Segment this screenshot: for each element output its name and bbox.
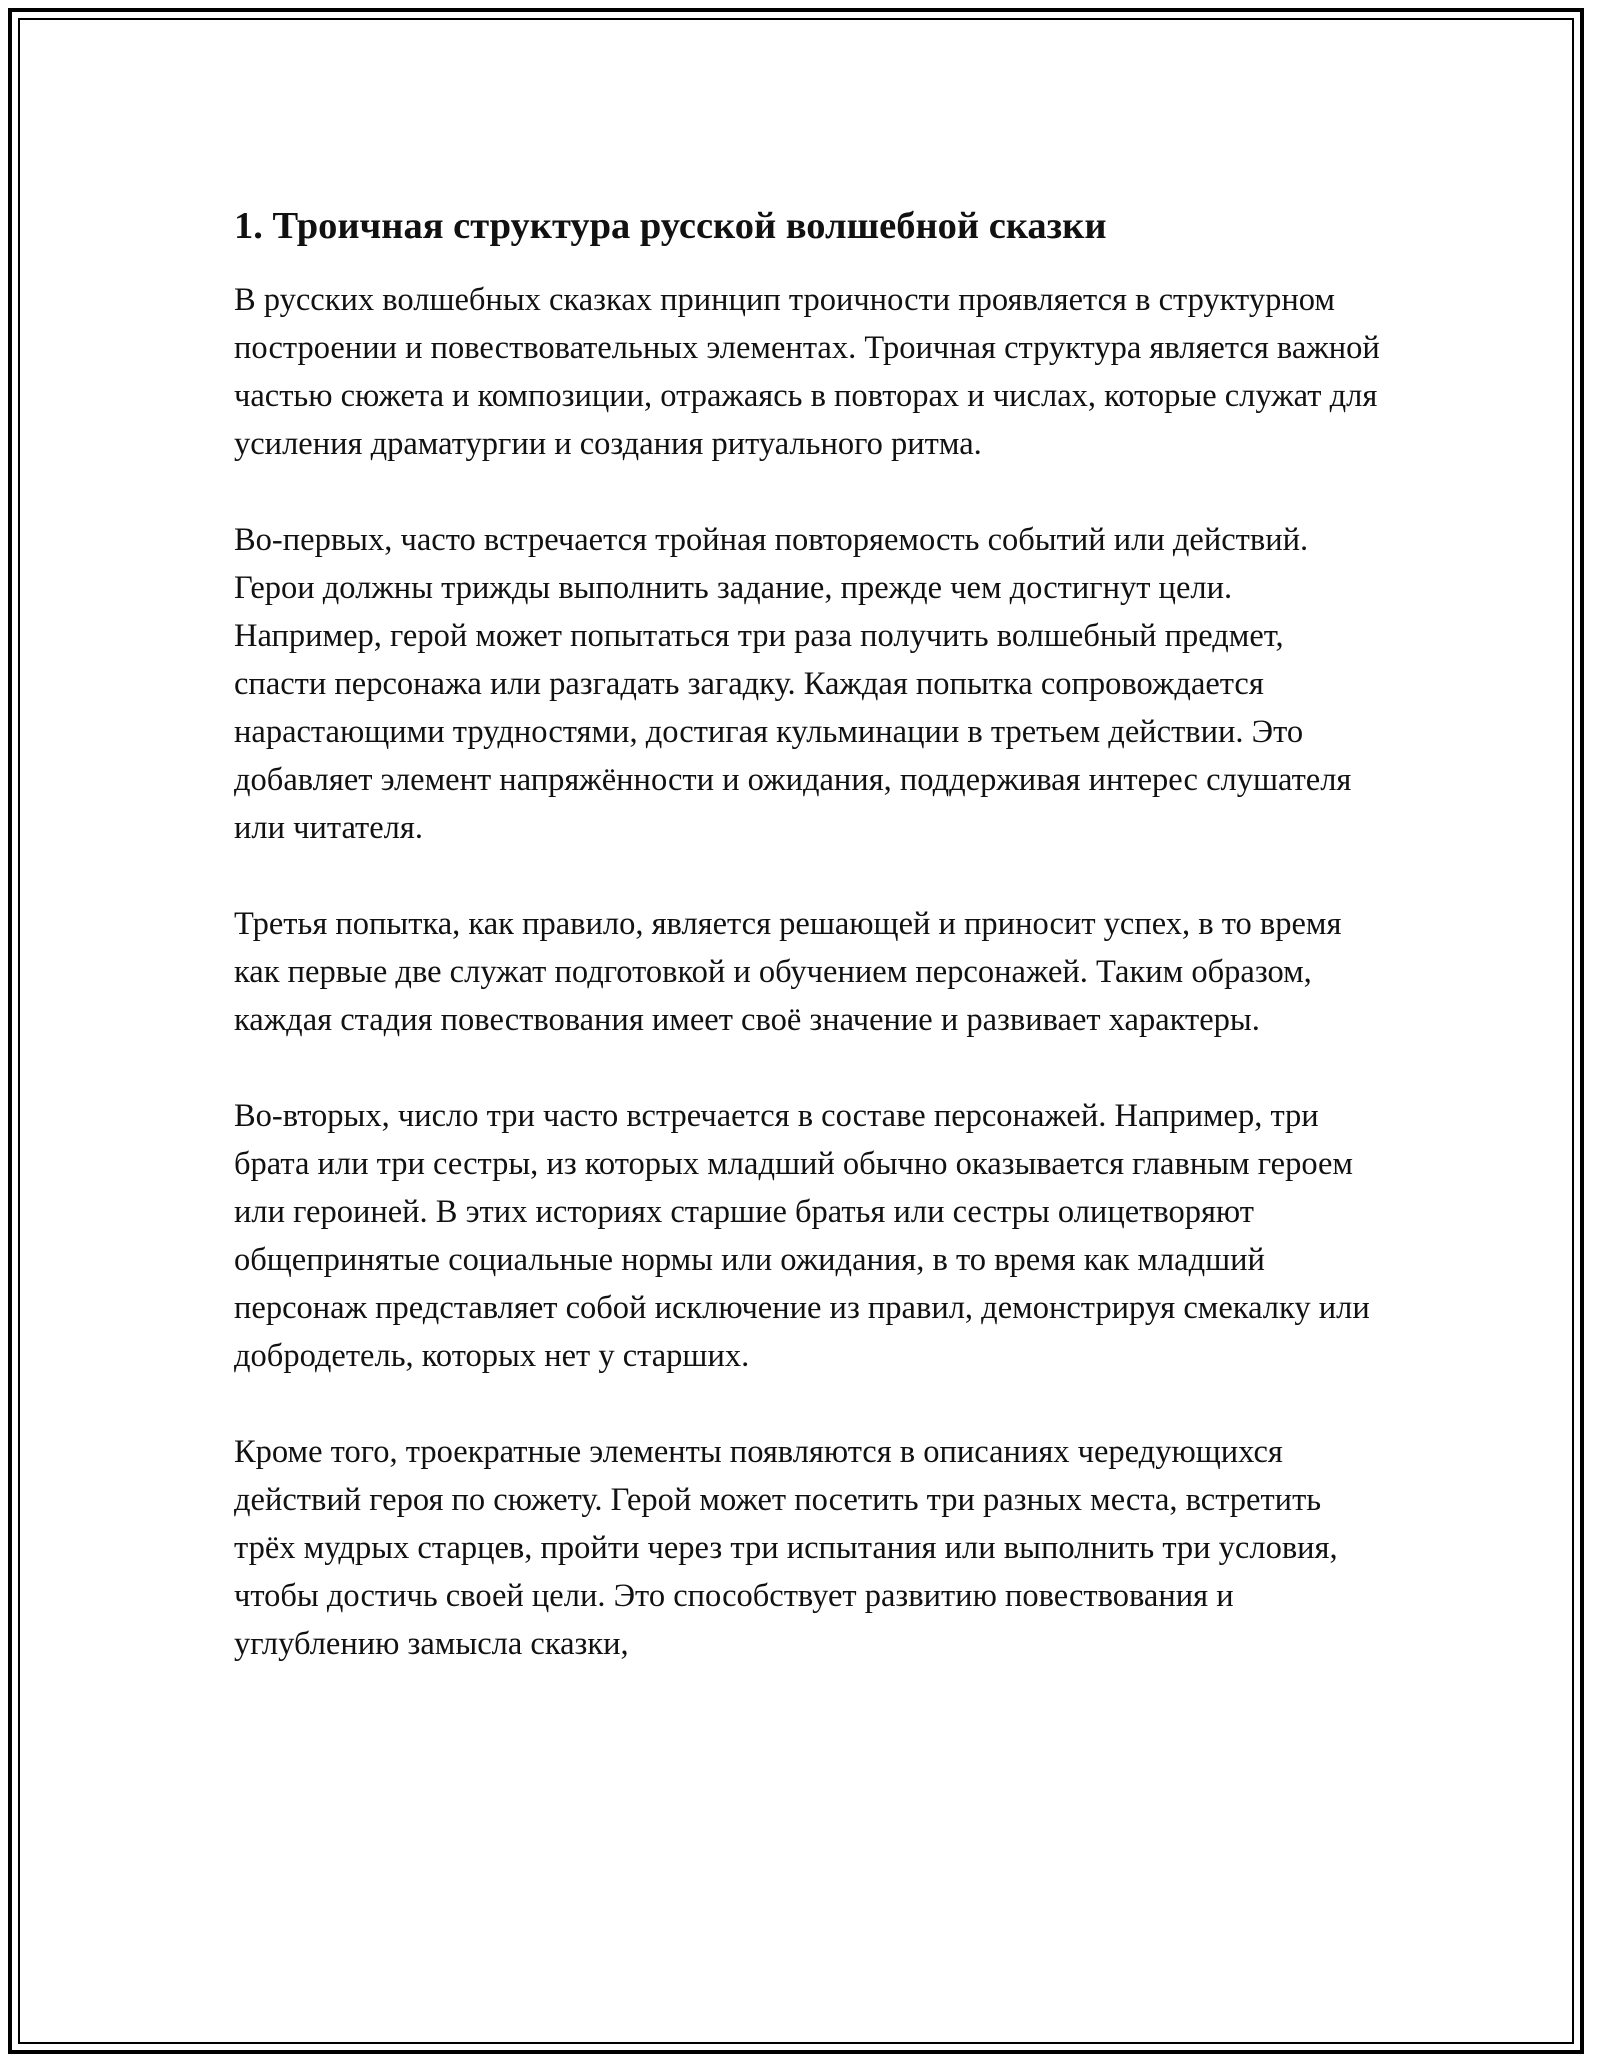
page-frame	[8, 8, 1584, 2054]
paragraph-1: В русских волшебных сказках принцип троичности проявляется в структурном построении и повествовательных элементах. Троичная структура является важной частью сюжета и композиции, отражаясь в повторах и числах, которые служат для усиления драматургии и создания ритуального ритма.	[234, 282, 1380, 462]
paragraph-5: Кроме того, троекратные элементы появляются в описаниях чередующихся действий героя по сюжету. Герой может посетить три разных места, встретить трёх мудрых старцев, пройти через три испытания или выполнить три условия, чтобы достичь своей цели. Это способствует развитию повествования и углублению замысла сказки,	[234, 1434, 1338, 1662]
paragraph-3: Третья попытка, как правило, является решающей и приносит успех, в то время как первые две служат подготовкой и обучением персонажей. Таким образом, каждая стадия повествования имеет своё значение и развивает характеры.	[234, 906, 1342, 1038]
paragraph-2: Во-первых, часто встречается тройная повторяемость событий или действий. Герои должны трижды выполнить задание, прежде чем достигнут цели. Например, герой может попытаться три раза получить волшебный предмет, спасти персонажа или разгадать загадку. Каждая попытка сопровождается нарастающими трудностями, достигая кульминации в третьем действии. Это добавляет элемент напряжённости и ожидания, поддерживая интерес слушателя или читателя.	[234, 522, 1352, 846]
paragraph-4: Во-вторых, число три часто встречается в составе персонажей. Например, три брата или три сестры, из которых младший обычно оказывается главным героем или героиней. В этих историях старшие братья или сестры олицетворяют общепринятые социальные нормы или ожидания, в то время как младший персонаж представляет собой исключение из правил, демонстрируя смекалку или добродетель, которых нет у старших.	[234, 1098, 1370, 1374]
document-body	[234, 198, 1384, 1716]
section-title: 1. Троичная структура русской волшебной сказки	[234, 205, 1107, 247]
